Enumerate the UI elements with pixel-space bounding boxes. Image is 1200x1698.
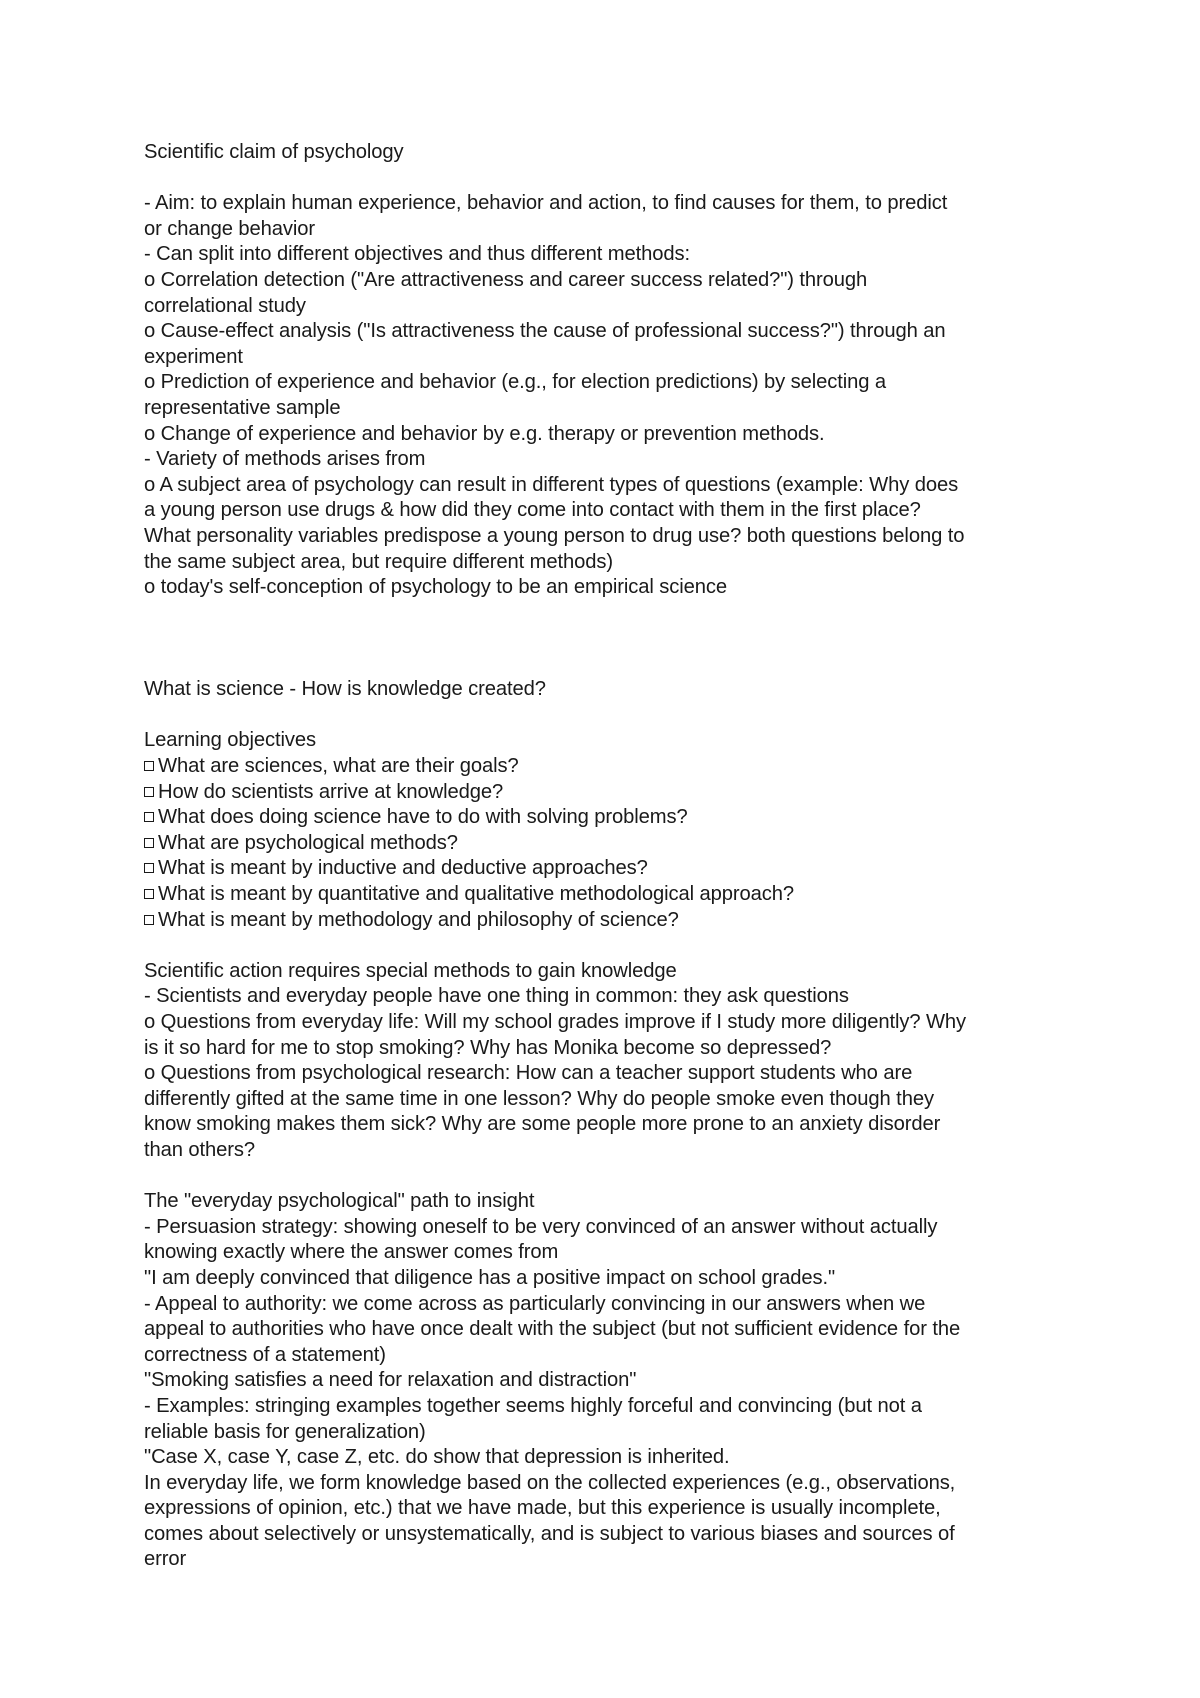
section-body [144, 191, 1074, 601]
text-line: knowing exactly where the answer comes from [144, 1241, 559, 1264]
text-line: o A subject area of psychology can result in different types of questions (example: Why does [144, 473, 959, 496]
text-line: "Case X, case Y, case Z, etc. do show that depression is inherited. [144, 1446, 730, 1469]
text-line: "Smoking satisfies a need for relaxation and distraction" [144, 1369, 637, 1392]
blank-line [144, 166, 1074, 192]
section-body [144, 984, 1074, 1163]
list-item [144, 908, 1074, 934]
text-line: - Can split into different objectives and thus different methods: [144, 243, 690, 266]
list-item [144, 856, 1074, 882]
section-heading: What is science - How is knowledge created? [144, 678, 546, 701]
text-line: expressions of opinion, etc.) that we have made, but this experience is usually incomplete, [144, 1497, 941, 1520]
list-item [144, 780, 1074, 806]
text-line: - Persuasion strategy: showing oneself to be very convinced of an answer without actually [144, 1215, 938, 1238]
text-line: correlational study [144, 294, 306, 317]
text-line: "I am deeply convinced that diligence has a positive impact on school grades." [144, 1266, 836, 1289]
text-line: experiment [144, 345, 243, 368]
list-item-text: What is meant by inductive and deductive approaches? [158, 857, 648, 880]
list-item-text: What are psychological methods? [158, 831, 458, 854]
text-line: or change behavior [144, 217, 316, 240]
list-item-text: What is meant by methodology and philosophy of science? [158, 908, 679, 931]
objectives-heading: Learning objectives [144, 729, 317, 752]
blank-line [144, 933, 1074, 959]
text-line: In everyday life, we form knowledge based on the collected experiences (e.g., observations, [144, 1471, 956, 1494]
text-line: know smoking makes them sick? Why are some people more prone to an anxiety disorder [144, 1113, 941, 1136]
section-heading: The "everyday psychological" path to insight [144, 1190, 535, 1213]
text-line: o Correlation detection ("Are attractiveness and career success related?") through [144, 268, 868, 291]
checkbox-bullet-icon [144, 915, 154, 925]
text-line: - Scientists and everyday people have one thing in common: they ask questions [144, 985, 849, 1008]
text-line: differently gifted at the same time in one lesson? Why do people smoke even though they [144, 1087, 934, 1110]
text-line: is it so hard for me to stop smoking? Why has Monika become so depressed? [144, 1036, 832, 1059]
text-line: o Prediction of experience and behavior (e.g., for election predictions) by selecting a [144, 371, 887, 394]
list-item [144, 882, 1074, 908]
list-item [144, 831, 1074, 857]
text-line: reliable basis for generalization) [144, 1420, 426, 1443]
document-page [144, 140, 1074, 1573]
blank-line [144, 652, 1074, 678]
text-line: What personality variables predispose a young person to drug use? both questions belong to [144, 524, 965, 547]
section-heading: Scientific claim of psychology [144, 141, 404, 163]
text-line: - Examples: stringing examples together seems highly forceful and convincing (but not a [144, 1394, 922, 1417]
text-line: representative sample [144, 396, 341, 419]
list-item-text: What is meant by quantitative and qualitative methodological approach? [158, 883, 795, 906]
list-item [144, 805, 1074, 831]
text-line: comes about selectively or unsystematically, and is subject to various biases and sources of [144, 1522, 955, 1545]
checkbox-bullet-icon [144, 838, 154, 848]
checkbox-bullet-icon [144, 812, 154, 822]
checkbox-bullet-icon [144, 787, 154, 797]
text-line: appeal to authorities who have once dealt with the subject (but not sufficient evidence for the [144, 1318, 961, 1341]
text-line: o Questions from everyday life: Will my school grades improve if I study more diligently? Why [144, 1011, 967, 1033]
text-line: than others? [144, 1138, 256, 1161]
blank-line [144, 1164, 1074, 1190]
text-line: a young person use drugs & how did they come into contact with them in the first place? [144, 499, 921, 522]
section-body [144, 1215, 1074, 1573]
blank-line [144, 601, 1074, 652]
checkbox-bullet-icon [144, 863, 154, 873]
text-line: - Aim: to explain human experience, behavior and action, to find causes for them, to predict [144, 192, 948, 215]
text-line: correctness of a statement) [144, 1343, 386, 1366]
list-item [144, 754, 1074, 780]
text-line: o today's self-conception of psychology to be an empirical science [144, 576, 728, 599]
text-line: o Change of experience and behavior by e.g. therapy or prevention methods. [144, 422, 825, 445]
text-line: o Questions from psychological research: How can a teacher support students who are [144, 1062, 913, 1085]
text-line: error [144, 1548, 187, 1571]
text-line: o Cause-effect analysis ("Is attractiveness the cause of professional success?") through an [144, 320, 946, 343]
list-item-text: What are sciences, what are their goals? [158, 755, 519, 778]
list-item-text: What does doing science have to do with solving problems? [158, 806, 688, 829]
blank-line [144, 703, 1074, 729]
list-item-text: How do scientists arrive at knowledge? [158, 780, 504, 803]
section-heading: Scientific action requires special methods to gain knowledge [144, 959, 677, 982]
text-line: - Variety of methods arises from [144, 448, 426, 471]
checkbox-bullet-icon [144, 761, 154, 771]
text-line: the same subject area, but require different methods) [144, 550, 613, 573]
checkbox-bullet-icon [144, 889, 154, 899]
objectives-list [144, 754, 1074, 933]
text-line: - Appeal to authority: we come across as particularly convincing in our answers when we [144, 1292, 926, 1315]
